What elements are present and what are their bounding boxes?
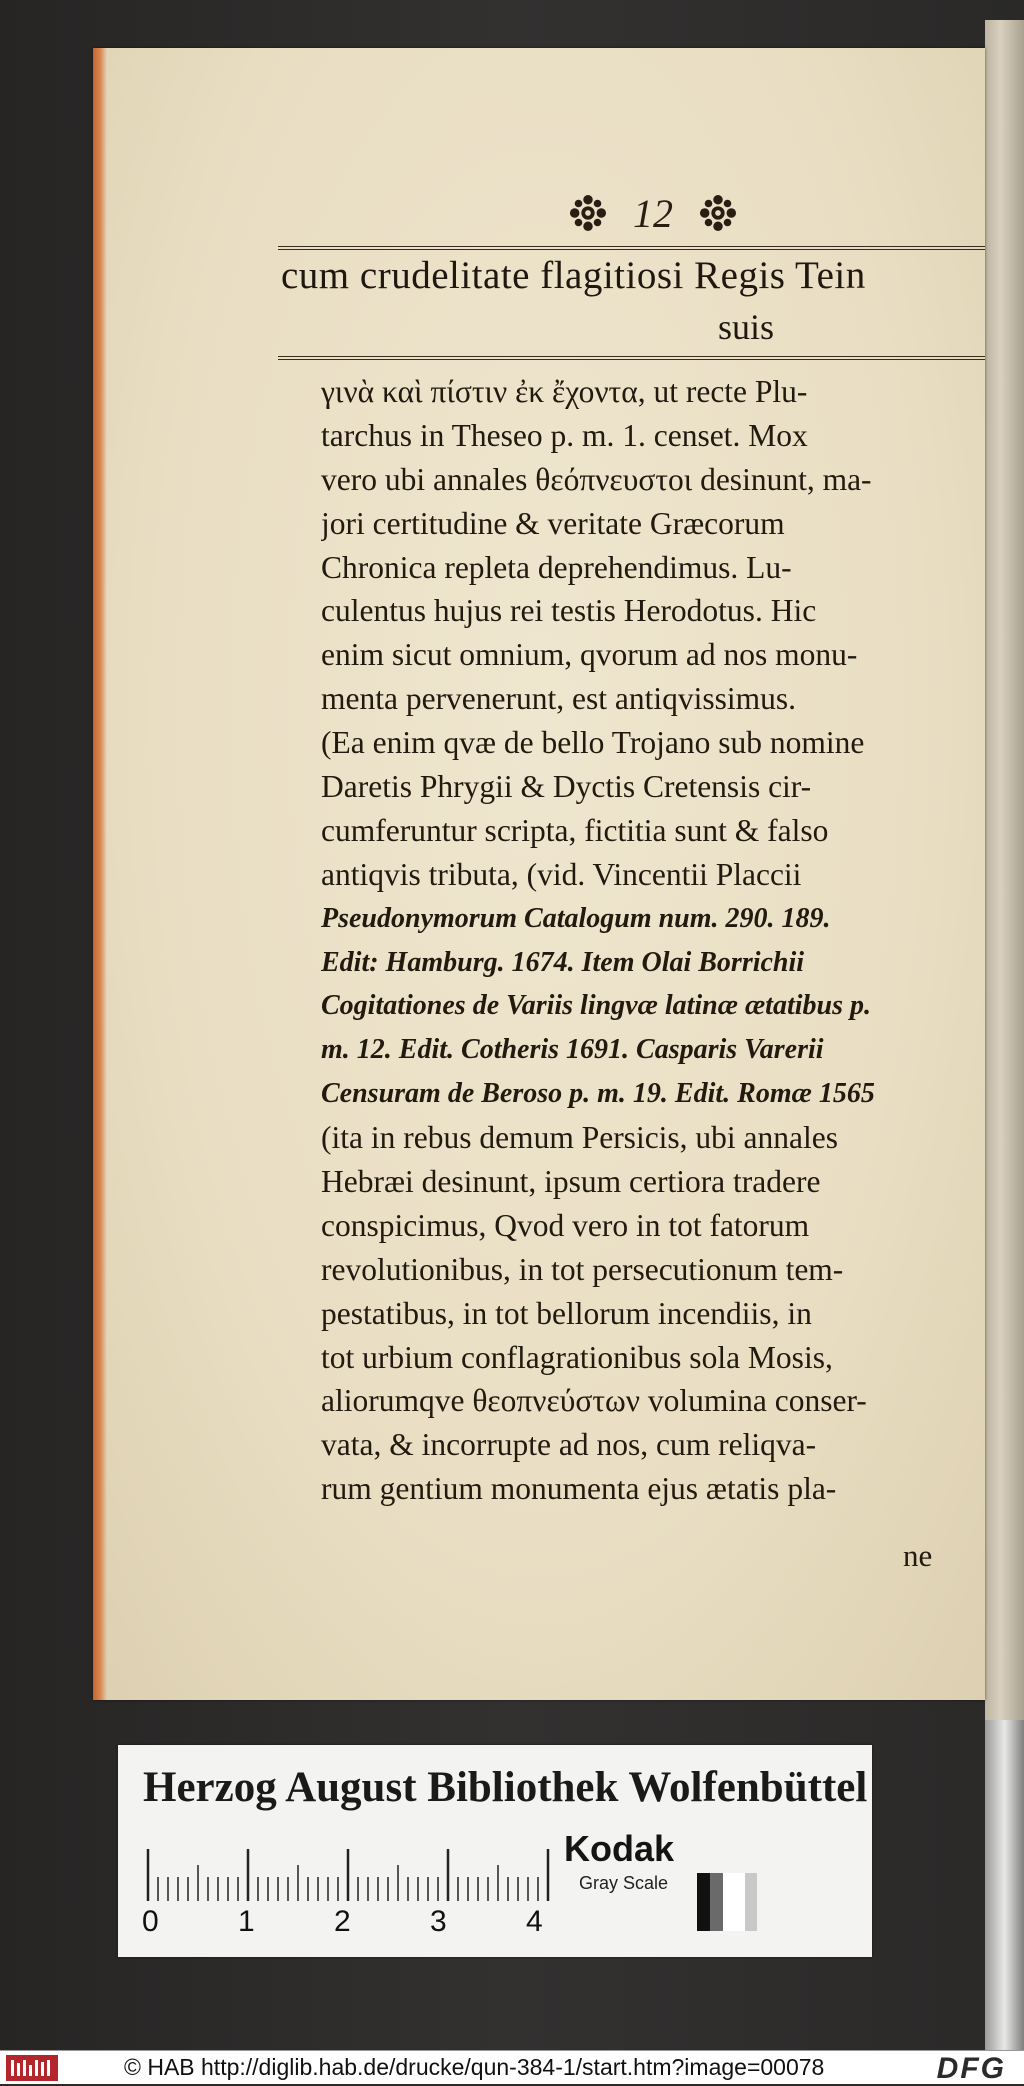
footer-copyright-link[interactable]: © HAB http://diglib.hab.de/drucke/qun-384-1/start.htm?image=00078 (124, 2054, 825, 2080)
text-line: pestatibus, in tot bellorum incendiis, in (321, 1295, 812, 1331)
header-rule-top (278, 246, 985, 250)
gray-patch (723, 1873, 745, 1931)
text-line: cumferuntur scripta, fictitia sunt & falso (321, 812, 829, 848)
ruler-number: 0 (142, 1905, 159, 1938)
text-line: conspicimus, Qvod vero in tot fatorum (321, 1207, 810, 1243)
text-line: Edit: Hamburg. 1674. Item Olai Borrichii (321, 946, 805, 978)
gray-scale-label: Gray Scale (579, 1873, 669, 1893)
text-line: tot urbium conflagrationibus sola Mosis, (321, 1339, 833, 1375)
text-line: tarchus in Theseo p. m. 1. censet. Mox (321, 417, 808, 453)
ruler-scale (146, 1845, 556, 1901)
scanner-edge (985, 1720, 1024, 2050)
text-line: jori certitudine & veritate Græcorum (321, 505, 785, 541)
next-page-edge (985, 20, 1024, 1720)
page-number: 12 (633, 190, 673, 236)
text-line: culentus hujus rei testis Herodotus. Hic (321, 593, 817, 629)
header-rule-bottom (278, 356, 985, 360)
heading-line: cum crudelitate flagitiosi Regis Tein (281, 254, 866, 297)
kodak-logo: Kodak (564, 1828, 675, 1869)
page-edge (93, 48, 107, 1700)
text-line: antiqvis tributa, (vid. Vincentii Placcii (321, 856, 802, 892)
text-line: (Ea enim qvæ de bello Trojano sub nomine (321, 725, 865, 761)
ruler-number: 1 (238, 1905, 255, 1938)
text-line: Pseudonymorum Catalogum num. 290. 189. (321, 902, 831, 934)
text-line: vata, & incorrupte ad nos, cum reliqva- (321, 1427, 817, 1463)
book-page (93, 48, 985, 1700)
catch-word: ne (903, 1538, 933, 1573)
dfg-logo: DFG (936, 2052, 1006, 2085)
footer-bar (0, 2050, 1024, 2084)
text-line: (ita in rebus demum Persicis, ubi annales (321, 1120, 839, 1156)
gray-scale-patches (697, 1873, 757, 1931)
library-name: Herzog August Bibliothek Wolfenbüttel (143, 1764, 868, 1811)
body-text (321, 370, 981, 1511)
gray-patch (697, 1873, 710, 1931)
text-line: enim sicut omnium, qvorum ad nos monu- (321, 637, 858, 673)
ruler-number: 3 (430, 1905, 447, 1938)
text-line: Hebræi desinunt, ipsum certiora tradere (321, 1164, 821, 1200)
page-header (513, 188, 793, 238)
ruler-number: 4 (526, 1905, 543, 1938)
text-line: γινὰ καὶ πίστιν ἐκ ἔχοντα, ut recte Plu- (321, 374, 808, 409)
gray-patch (745, 1873, 757, 1931)
heading-line-continuation: suis (718, 307, 775, 347)
text-line: revolutionibus, in tot persecutionum tem- (321, 1251, 844, 1287)
text-line: vero ubi annales θεόπνευστοι desinunt, ma- (321, 461, 872, 497)
text-line: Daretis Phrygii & Dyctis Cretensis cir- (321, 769, 812, 805)
text-line: Chronica repleta deprehendimus. Lu- (321, 549, 792, 585)
text-line: aliorumqve θεοπνεύστων volumina conser- (321, 1383, 867, 1419)
ruler-number: 2 (334, 1905, 351, 1938)
text-line: m. 12. Edit. Cotheris 1691. Casparis Varerii (321, 1034, 824, 1066)
digitization-logo-icon (6, 2055, 58, 2081)
text-line: Cogitationes de Variis lingvæ latinæ ætatibus p. (321, 990, 871, 1022)
flower-ornament-icon (699, 194, 737, 232)
gray-patch (710, 1873, 723, 1931)
text-line: Censuram de Beroso p. m. 19. Edit. Romæ 1565 (321, 1078, 875, 1110)
text-line: menta pervenerunt, est antiqvissimus. (321, 681, 797, 717)
flower-ornament-icon (569, 194, 607, 232)
text-line: rum gentium monumenta ejus ætatis pla- (321, 1471, 837, 1507)
library-label-card (118, 1745, 872, 1957)
